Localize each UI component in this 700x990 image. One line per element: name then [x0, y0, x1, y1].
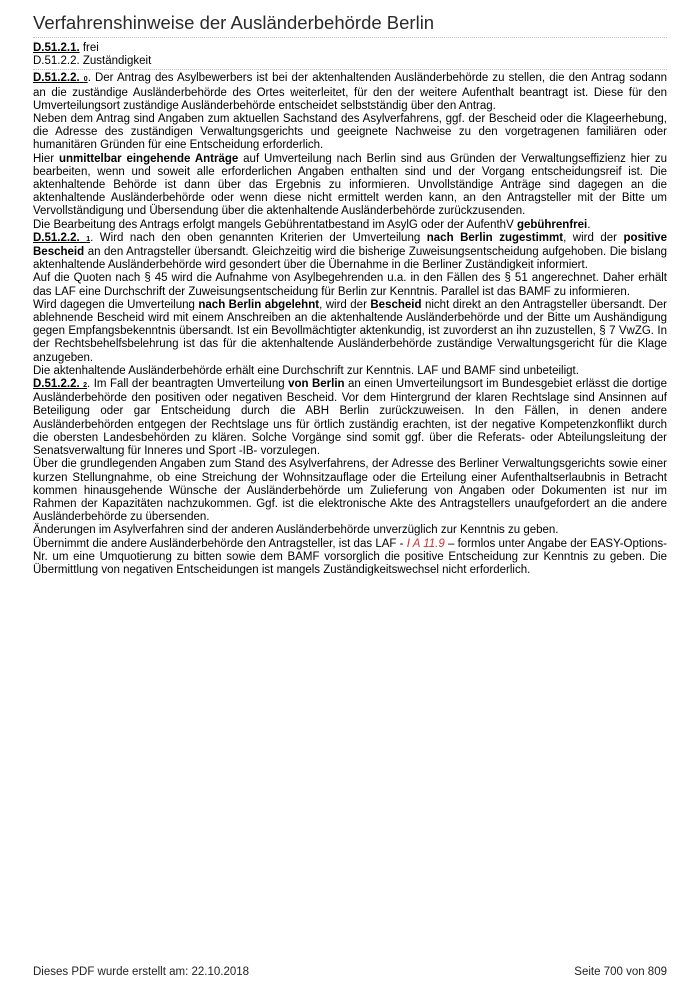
- paragraph: [33, 153, 667, 219]
- bold-text: von Berlin: [288, 378, 345, 391]
- paragraph: [33, 219, 667, 232]
- text-run: an einen Umverteilungsort im Bundesgebiet erlässt die dortige Ausländerbehörde den positiven oder negativen Bescheid. Vor dem Hintergrund der klaren Rechtslage sind Ansinnen auf Beteiligung oder gar Entscheidung durch die ABH Berlin zurückzuweisen. In den Fällen, in denen andere Ausländerbehörden entgegen der Rechtslage uns für örtlich zuständig erachten, ist der negative Kompetenzkonflikt durch die obersten Landesbehörden zu klären. Solche Vorgänge sind somit ggf. über die Referats- oder Abteilungsleitung der Senatsverwaltung für Inneres und Sport -IB- vorzulegen.: [33, 378, 667, 458]
- paragraph-d51-2-2-2: [33, 378, 667, 458]
- paragraph: Neben dem Antrag sind Angaben zum aktuellen Sachstand des Asylverfahrens, ggf. der Bescheid oder die Klageerhebung, die Adresse des zuständigen Verwaltungsgerichts und geeignete Nachweise zu den vorgetragenen familiären oder humanitären Gründen für eine Entscheidung erforderlich.: [33, 113, 667, 152]
- text-run: . Im Fall der beantragten Umverteilung: [87, 378, 289, 391]
- section-code: D.51.2.1.: [33, 42, 80, 54]
- paragraph: Die aktenhaltende Ausländerbehörde erhält eine Durchschrift zur Kenntnis. LAF und BAMF sind unbeteiligt.: [33, 364, 579, 377]
- text-run: nicht direkt an den Antragsteller übersandt. Der ablehnende Bescheid wird mit einem Anschreiben an die aktenhaltende Ausländerbehörde und der Bitte um Aushändigung gegen Empfangsbekenntnis übersandt. Ist ein Bevollmächtigter aktenkundig, ist zuvorderst an ihn zuzustellen, § 7 VwZG. In der Rechtsbehelfsbelehrung ist das für die aktenhaltende Ausländerbehörde zuständige Verwaltungsgericht für die Klage anzugeben.: [33, 298, 667, 364]
- text-run: Hier: [33, 152, 59, 165]
- text-run: . Wird nach den oben genannten Kriterien der Umverteilung: [90, 231, 427, 244]
- text-run: , wird der: [563, 231, 624, 244]
- text-run: Übernimmt die andere Ausländerbehörde den Antragsteller, ist das LAF -: [33, 537, 407, 550]
- paragraph-text: . Der Antrag des Asylbewerbers ist bei der aktenhaltenden Ausländerbehörde zu stellen, die den Antrag sodann an die zuständige Ausländerbehörde des Ortes weiterleitet, für den der weitere Aufenthalt beantragt ist. Diese für den Umverteilungsort zuständige Ausländerbehörde entscheidet selbstständig über den Antrag.: [33, 72, 667, 112]
- paragraph: Über die grundlegenden Angaben zum Stand des Asylverfahrens, der Adresse des Berliner Verwaltungsgerichts sowie einer kurzen Stellungnahme, ob eine Streichung der Wohnsitzauflage oder die Erteilung einer Aufenthaltserlaubnis in Betracht kommen hinausgehende Wünsche der Ausländerbehörde um Zulieferung von Angaben oder Dokumenten ist nur im Rahmen der Kapazitäten nachzukommen. Ggf. ist die elektronische Akte des Antragstellers unaufgefordert an die andere Ausländerbehörde zu übersenden.: [33, 458, 667, 524]
- text-run: .: [587, 218, 591, 231]
- bold-text: positive Bescheid: [33, 231, 667, 259]
- section-code: D.51.2.2.: [33, 231, 80, 244]
- paragraph-d51-2-2-0: [33, 72, 667, 113]
- section-subnumber: 2: [83, 382, 88, 390]
- section-code: D.51.2.2.: [33, 378, 80, 391]
- paragraph: Änderungen im Asylverfahren sind der anderen Ausländerbehörde unverzüglich zur Kenntnis zu geben.: [33, 524, 559, 537]
- bold-text: nach Berlin zugestimmt: [426, 231, 564, 244]
- bold-text: gebührenfrei: [516, 218, 588, 231]
- text-run: – formlos unter Angabe der EASY-Options-Nr. um eine Umquotierung zu bitten sowie dem BAMF vorsorglich die positive Entscheidung zur Kenntnis zu geben. Die Übermittlung von negativen Entscheidungen ist mangels Zuständigkeitswechsel nicht erforderlich.: [33, 537, 667, 576]
- footer-created-date: Dieses PDF wurde erstellt am: 22.10.2018: [33, 966, 250, 978]
- text-run: , wird der: [319, 298, 371, 311]
- bold-text: unmittelbar eingehende Anträge: [58, 152, 239, 165]
- text-run: Wird dagegen die Umverteilung: [33, 298, 199, 311]
- text-run: auf Umverteilung nach Berlin sind aus Gründen der Verwaltungseffizienz hier zu bearbeiten, wenn und soweit alle erforderlichen Angaben enthalten sind und der Vorgang entscheidungsreif ist. Die aktenhaltende Behörde ist dann über das Ergebnis zu informieren. Unvollständige Anträge sind dagegen an die aktenhaltende Ausländerbehörde oder wenn diese nicht ermittelt werden kann, an den Antragsteller mit der Bitte um Vervollständigung und Übersendung über die aktenhaltende Ausländerbehörde zurückzusenden.: [33, 152, 668, 218]
- bold-text: Bescheid: [370, 298, 422, 311]
- section-text: frei: [79, 42, 99, 54]
- paragraph: [33, 538, 667, 578]
- paragraph-d51-2-2-1: [33, 232, 667, 273]
- text-run: Die Bearbeitung des Antrags erfolgt mangels Gebührentatbestand im AsylG oder der AufenthV: [33, 218, 517, 231]
- text-run: an den Antragsteller übersandt. Gleichzeitig wird die bisherige Zuweisungsentscheidung aufgehoben. Die bislang aktenhaltende Ausländerbehörde wird gesondert über die Übernahme in die Berliner Zuständigkeit informiert.: [33, 246, 667, 272]
- section-subnumber: 0: [83, 76, 88, 84]
- page-title: Verfahrenshinweise der Ausländerbehörde Berlin: [33, 12, 667, 38]
- footer-page-number: Seite 700 von 809: [574, 966, 667, 978]
- section-code: D.51.2.2.: [33, 72, 80, 85]
- reference-link[interactable]: I A 11.9: [406, 537, 445, 550]
- paragraph: Auf die Quoten nach § 45 wird die Aufnahme von Asylbegehrenden u.a. in den Fällen des § 51 angerechnet. Daher erhält das LAF eine Durchschrift der Zuweisungsentscheidung für Berlin zur Kenntnis. Parallel ist das BAMF zu informieren.: [33, 272, 667, 298]
- bold-text: nach Berlin abgelehnt: [198, 298, 320, 311]
- document-body: [33, 42, 667, 577]
- section-d51-2-1: [33, 42, 667, 55]
- section-subnumber: 1: [86, 235, 91, 243]
- paragraph: [33, 299, 667, 365]
- section-heading-zustaendigkeit: D.51.2.2. Zuständigkeit: [33, 55, 667, 70]
